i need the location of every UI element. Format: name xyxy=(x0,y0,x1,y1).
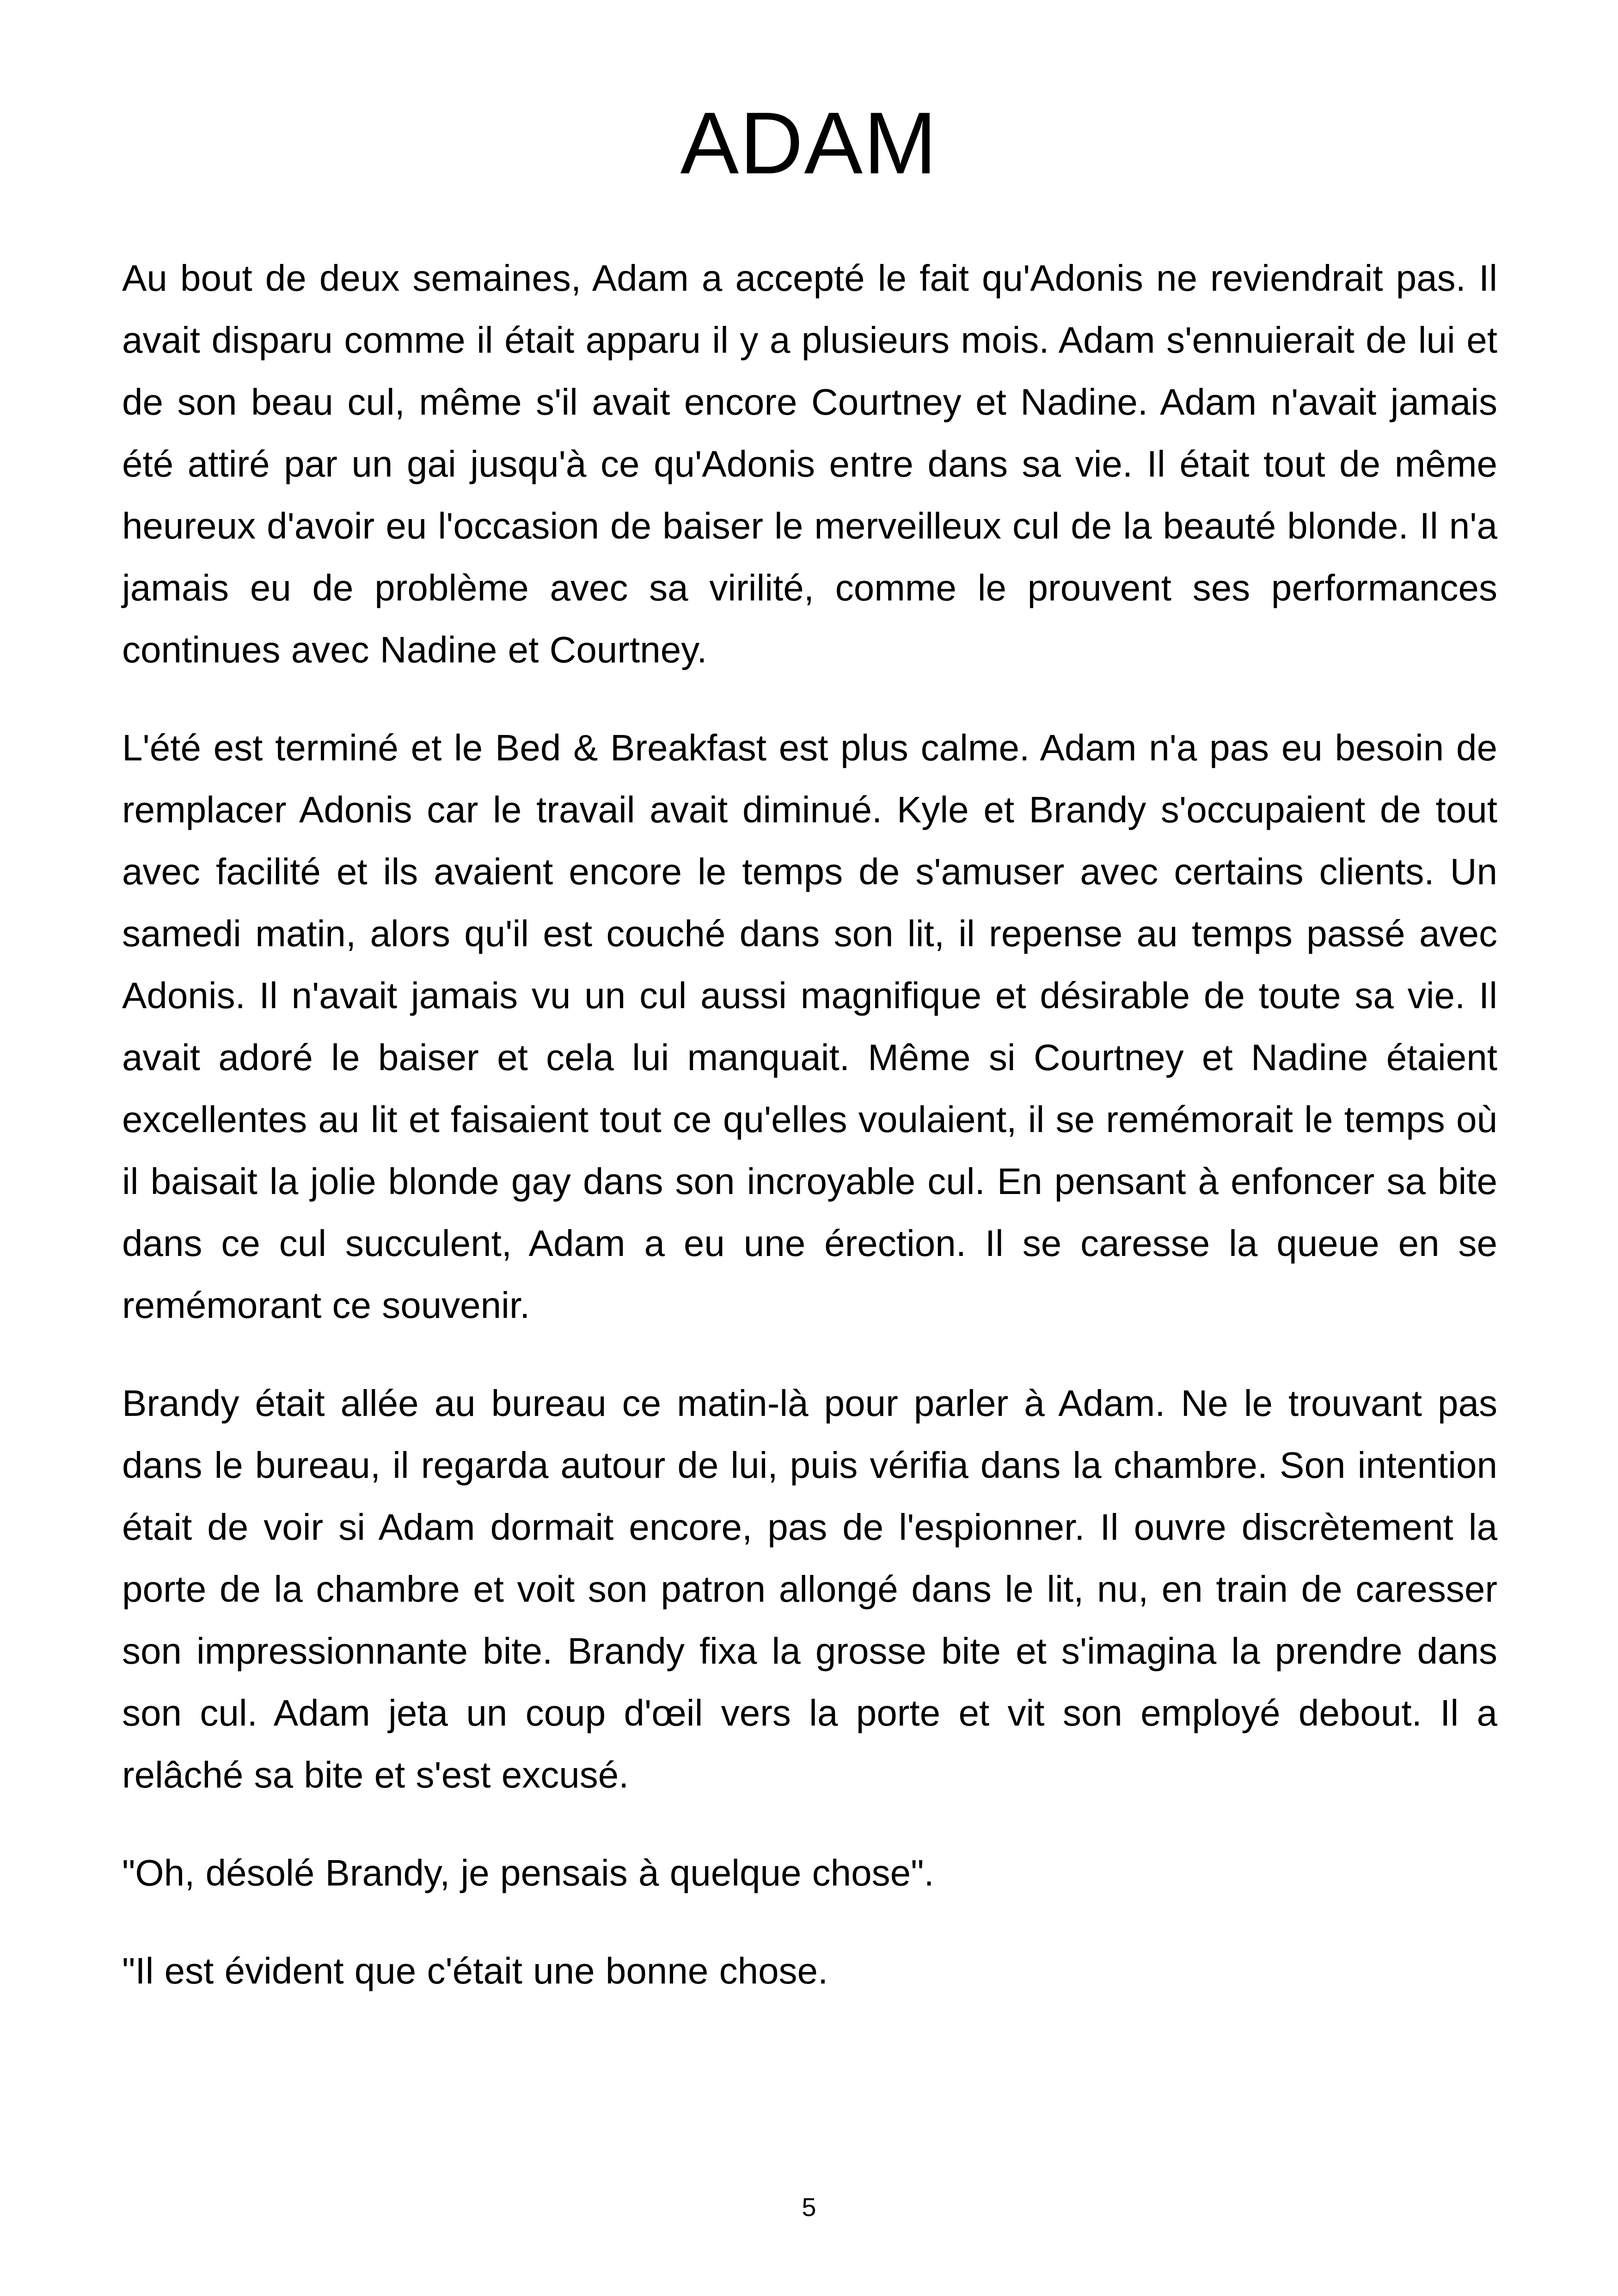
page-number: 5 xyxy=(802,2192,816,2222)
chapter-title: ADAM xyxy=(680,94,938,192)
paragraph-2: L'été est terminé et le Bed & Breakfast est plus calme. Adam n'a pas eu besoin de remplacer Adonis car le travail avait diminué. Kyle et Brandy s'occupaient de tout avec facilité et ils avaient encore le temps de s'amuser avec certains clients. Un samedi matin, alors qu'il est couché dans son lit, il repense au temps passé avec Adonis. Il n'avait jamais vu un cul aussi magnifique et désirable de toute sa vie. Il avait adoré le baiser et cela lui manquait. Même si Courtney et Nadine étaient excellentes au lit et faisaient tout ce qu'elles voulaient, il se remémorait le temps où il baisait la jolie blonde gay dans son incroyable cul. En pensant à enfoncer sa bite dans ce cul succulent, Adam a eu une érection. Il se caresse la queue en se remémorant ce souvenir. xyxy=(122,727,1497,1326)
paragraph-5-dialogue: "Il est évident que c'était une bonne chose. xyxy=(122,1950,828,1991)
paragraph-3: Brandy était allée au bureau ce matin-là pour parler à Adam. Ne le trouvant pas dans le bureau, il regarda autour de lui, puis vérifia dans la chambre. Son intention était de voir si Adam dormait encore, pas de l'espionner. Il ouvre discrètement la porte de la chambre et voit son patron allongé dans le lit, nu, en train de caresser son impressionnante bite. Brandy fixa la grosse bite et s'imagina la prendre dans son cul. Adam jeta un coup d'œil vers la porte et vit son employé debout. Il a relâché sa bite et s'est excusé. xyxy=(122,1383,1497,1795)
body-text xyxy=(122,247,1497,2038)
paragraph-1: Au bout de deux semaines, Adam a accepté le fait qu'Adonis ne reviendrait pas. Il avait disparu comme il était apparu il y a plusieurs mois. Adam s'ennuierait de lui et de son beau cul, même s'il avait encore Courtney et Nadine. Adam n'avait jamais été attiré par un gai jusqu'à ce qu'Adonis entre dans sa vie. Il était tout de même heureux d'avoir eu l'occasion de baiser le merveilleux cul de la beauté blonde. Il n'a jamais eu de problème avec sa virilité, comme le prouvent ses performances continues avec Nadine et Courtney. xyxy=(122,257,1497,670)
paragraph-4-dialogue: "Oh, désolé Brandy, je pensais à quelque chose". xyxy=(122,1852,934,1893)
